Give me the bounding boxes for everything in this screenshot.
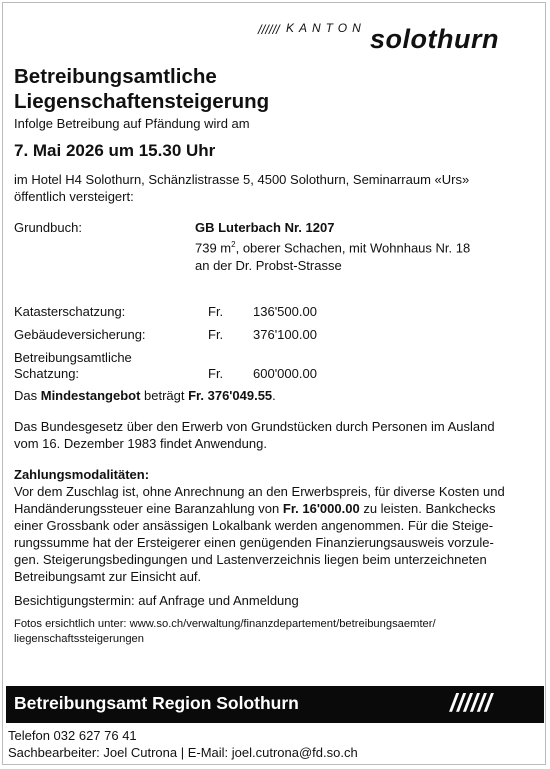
law-line-1: Das Bundesgesetz über den Erwerb von Grundstücken durch Personen im Ausland (14, 419, 495, 434)
title-line-1: Betreibungsamtliche (14, 65, 217, 88)
betreibung-label-line-1: Betreibungsamtliche (14, 350, 132, 365)
valuation-table (14, 303, 536, 385)
payment-line-3: einer Grossbank oder ansässigen Lokalbank werden angenommen. Für die Steige- (14, 518, 494, 533)
valuation-row-kataster (14, 303, 536, 326)
payment-line-4: rungssumme hat der Ersteigerer einen genügenden Finanzierungsausweis vorzule- (14, 535, 494, 550)
mindest-post: . (272, 388, 276, 403)
mindest-amount: Fr. 376'049.55 (188, 388, 273, 403)
notice-title (14, 64, 536, 114)
law-notice (14, 418, 536, 452)
valuation-row-gebaeude (14, 326, 536, 349)
valuation-row-betreibung (14, 349, 536, 385)
gebaeude-currency: Fr. (208, 327, 224, 342)
photos-line-2[interactable]: liegenschaftssteigerungen (14, 633, 144, 645)
intro-text: Infolge Betreibung auf Pfändung wird am (14, 116, 250, 131)
grundbuch-area: 739 m (195, 240, 232, 256)
viewing-appointment: Besichtigungstermin: auf Anfrage und Anmeldung (14, 593, 299, 608)
payment-line-1: Vor dem Zuschlag ist, ohne Anrechnung an den Erwerbspreis, für diverse Kosten und (14, 484, 505, 499)
footer-bar (6, 686, 544, 723)
payment-heading: Zahlungsmodalitäten: (14, 467, 150, 482)
minimum-bid (14, 387, 536, 404)
auction-location (14, 171, 536, 205)
contact-phone: Telefon 032 627 76 41 (8, 728, 137, 743)
mindest-label: Mindestangebot (40, 388, 141, 403)
photos-line-1[interactable]: Fotos ersichtlich unter: www.so.ch/verwaltung/finanzdepartement/betreibungsaemter/ (14, 618, 436, 630)
logo-solothurn-text: solothurn (370, 24, 499, 54)
kanton-solothurn-logo (258, 20, 538, 60)
mindest-mid: beträgt (140, 388, 189, 403)
kataster-amount: 136'500.00 (253, 304, 317, 319)
betreibung-currency: Fr. (208, 366, 224, 381)
location-line-1: im Hotel H4 Solothurn, Schänzlistrasse 5, 4500 Solothurn, Seminarraum «Urs» (14, 172, 470, 187)
notice-content (14, 64, 536, 647)
logo-kanton-text: KANTON (286, 21, 366, 35)
mindest-pre: Das (14, 388, 41, 403)
betreibung-amount: 600'000.00 (253, 366, 317, 381)
grundbuch-area-superscript: 2 (231, 240, 236, 249)
gebaeude-label: Gebäudeversicherung: (14, 327, 146, 342)
auction-date: 7. Mai 2026 um 15.30 Uhr (14, 141, 216, 160)
footer-bars-logo: ////// (450, 689, 492, 717)
grundbuch-street: an der Dr. Probst-Strasse (195, 258, 342, 273)
contact-person-email[interactable]: Sachbearbeiter: Joel Cutrona | E-Mail: joel.cutrona@fd.so.ch (8, 745, 358, 760)
grundbuch-section (14, 219, 536, 285)
betreibung-label-line-2: Schatzung: (14, 366, 80, 381)
payment-text (14, 483, 536, 585)
kataster-currency: Fr. (208, 304, 224, 319)
kataster-label: Katasterschatzung: (14, 304, 126, 319)
law-line-2: vom 16. Dezember 1983 findet Anwendung. (14, 436, 267, 451)
title-line-2: Liegenschaftensteigerung (14, 90, 270, 113)
payment-line-2-post: zu leisten. Bankchecks (359, 501, 496, 516)
location-line-2: öffentlich versteigert: (14, 189, 134, 204)
payment-amount: Fr. 16'000.00 (282, 501, 360, 516)
grundbuch-area-rest: , oberer Schachen, mit Wohnhaus Nr. 18 (235, 240, 471, 256)
logo-bars: ////// (258, 22, 280, 37)
payment-line-2-pre: Handänderungssteuer eine Baranzahlung von (14, 501, 283, 516)
payment-line-5: gen. Steigerungsbedingungen und Lastenverzeichnis liegen beim unterzeichneten (14, 552, 487, 567)
gebaeude-amount: 376'100.00 (253, 327, 317, 342)
grundbuch-description (195, 236, 470, 256)
contact-info (8, 727, 358, 761)
photos-link[interactable] (14, 617, 536, 647)
footer-office-name: Betreibungsamt Region Solothurn (14, 693, 299, 713)
payment-line-6: Betreibungsamt zur Einsicht auf. (14, 569, 202, 584)
grundbuch-label: Grundbuch: (14, 220, 82, 235)
grundbuch-title: GB Luterbach Nr. 1207 (195, 220, 335, 235)
